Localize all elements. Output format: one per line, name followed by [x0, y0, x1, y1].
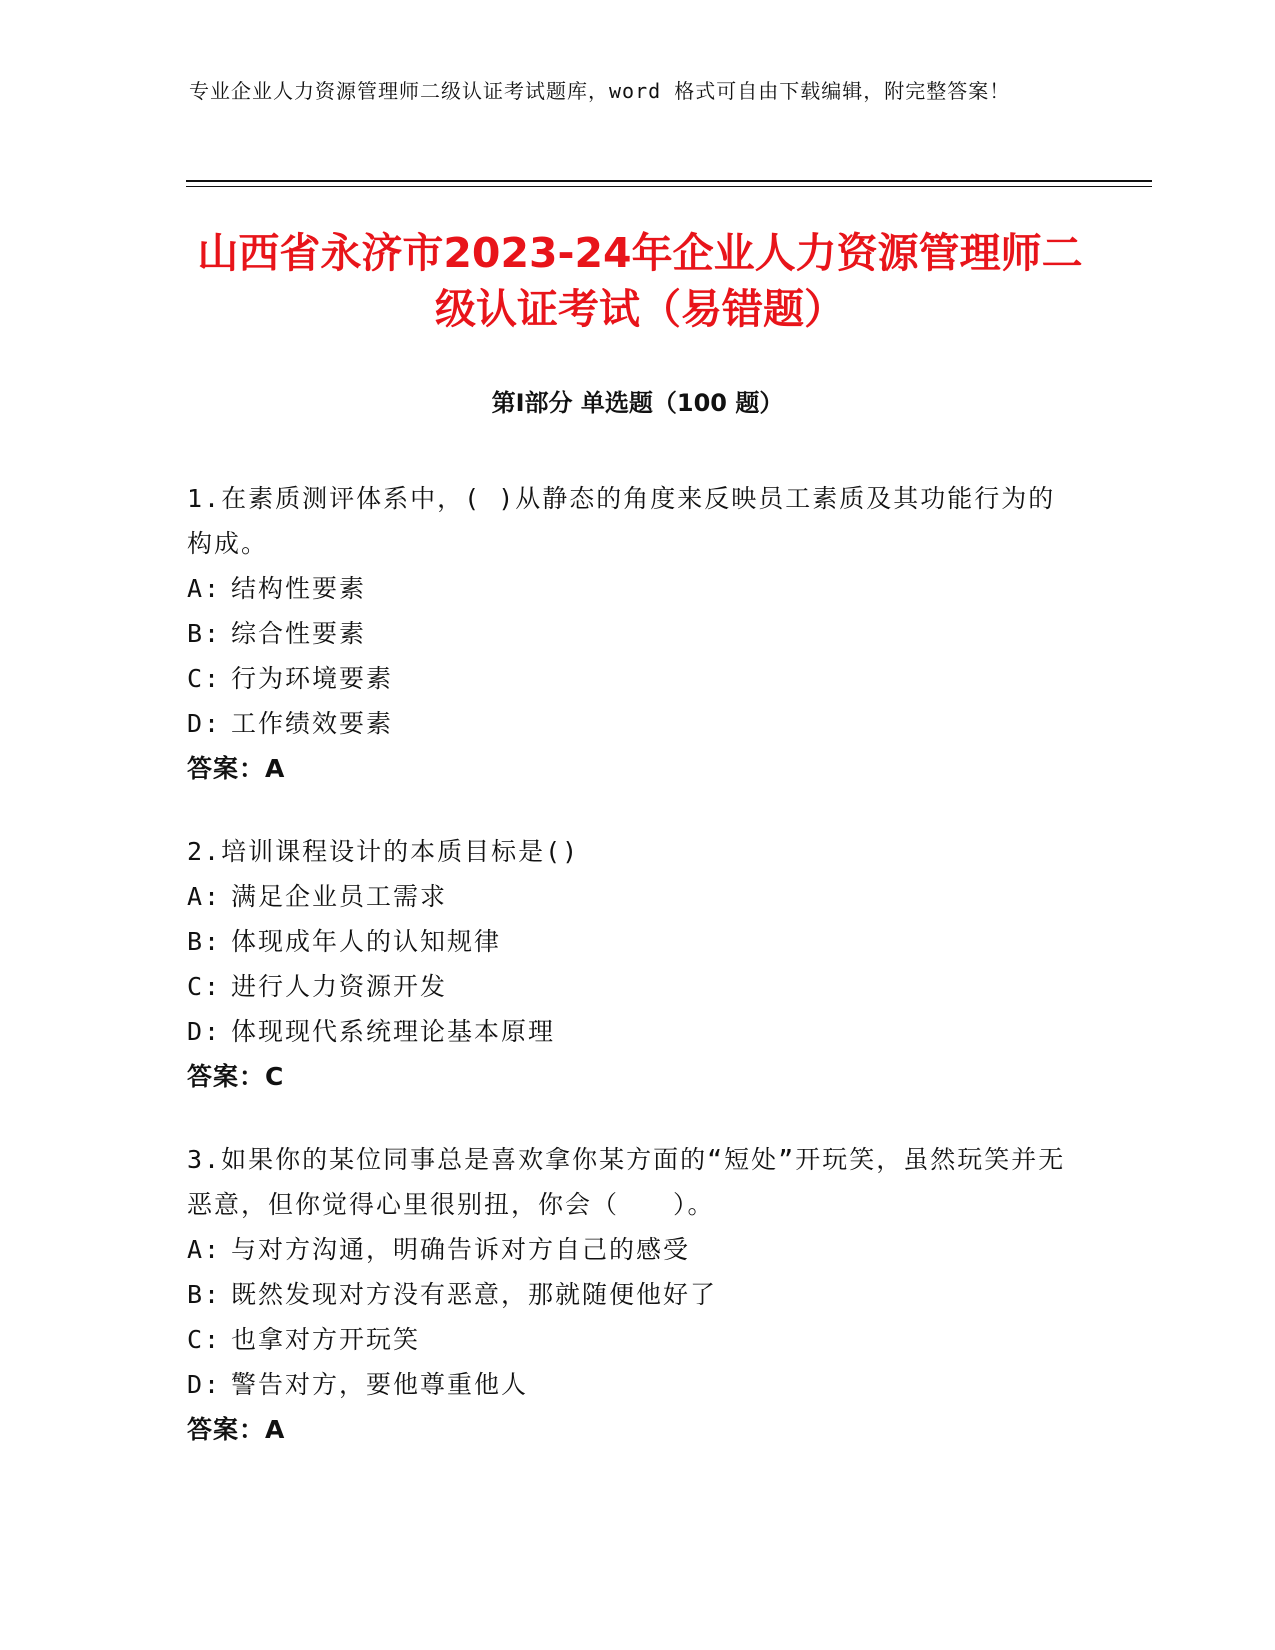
option-a [187, 566, 1077, 611]
option-text: 体现成年人的认知规律 [231, 927, 502, 956]
option-text: 满足企业员工需求 [231, 882, 448, 911]
option-letter: D: [187, 1017, 222, 1046]
header-divider-thin [186, 186, 1152, 187]
option-text: 行为环境要素 [231, 664, 394, 693]
option-b [187, 611, 1077, 656]
option-b [187, 919, 1077, 964]
option-text: 与对方沟通，明确告诉对方自己的感受 [231, 1235, 691, 1264]
option-text: 警告对方，要他尊重他人 [231, 1370, 529, 1399]
document-title: 山西省永济市2023-24年企业人力资源管理师二级认证考试（易错题） [197, 229, 1083, 333]
question-2 [187, 829, 1077, 1099]
answer-line: 答案：C [187, 1062, 285, 1091]
option-c [187, 656, 1077, 701]
option-letter: B: [187, 927, 222, 956]
option-letter: C: [187, 664, 222, 693]
option-text: 体现现代系统理论基本原理 [231, 1017, 556, 1046]
question-stem: 3.如果你的某位同事总是喜欢拿你某方面的“短处”开玩笑，虽然玩笑并无恶意，但你觉得心里很别扭，你会（ ）。 [187, 1145, 1066, 1219]
question-1 [187, 476, 1077, 791]
option-d [187, 1009, 1077, 1054]
question-3 [187, 1137, 1077, 1452]
option-text: 综合性要素 [231, 619, 367, 648]
option-a [187, 874, 1077, 919]
option-letter: A: [187, 1235, 222, 1264]
option-letter: A: [187, 574, 222, 603]
option-letter: C: [187, 1325, 222, 1354]
answer-line: 答案：A [187, 1415, 286, 1444]
option-text: 也拿对方开玩笑 [231, 1325, 421, 1354]
option-letter: B: [187, 1280, 222, 1309]
option-letter: A: [187, 882, 222, 911]
option-text: 既然发现对方没有恶意，那就随便他好了 [231, 1280, 718, 1309]
option-b [187, 1272, 1077, 1317]
option-c [187, 964, 1077, 1009]
header-note: 专业企业人力资源管理师二级认证考试题库，word 格式可自由下载编辑，附完整答案！ [189, 79, 1011, 103]
question-stem: 1.在素质测评体系中，( )从静态的角度来反映员工素质及其功能行为的构成。 [187, 484, 1056, 558]
option-a [187, 1227, 1077, 1272]
option-d [187, 1362, 1077, 1407]
option-letter: D: [187, 709, 222, 738]
section-title: 第Ⅰ部分 单选题（100 题） [491, 389, 784, 417]
question-list [187, 476, 1077, 1490]
option-letter: D: [187, 1370, 222, 1399]
question-stem: 2.培训课程设计的本质目标是() [187, 837, 580, 866]
option-letter: B: [187, 619, 222, 648]
answer-line: 答案：A [187, 754, 286, 783]
option-text: 工作绩效要素 [231, 709, 394, 738]
option-text: 结构性要素 [231, 574, 367, 603]
option-c [187, 1317, 1077, 1362]
option-d [187, 701, 1077, 746]
option-text: 进行人力资源开发 [231, 972, 448, 1001]
option-letter: C: [187, 972, 222, 1001]
header-divider-thick [186, 180, 1152, 182]
